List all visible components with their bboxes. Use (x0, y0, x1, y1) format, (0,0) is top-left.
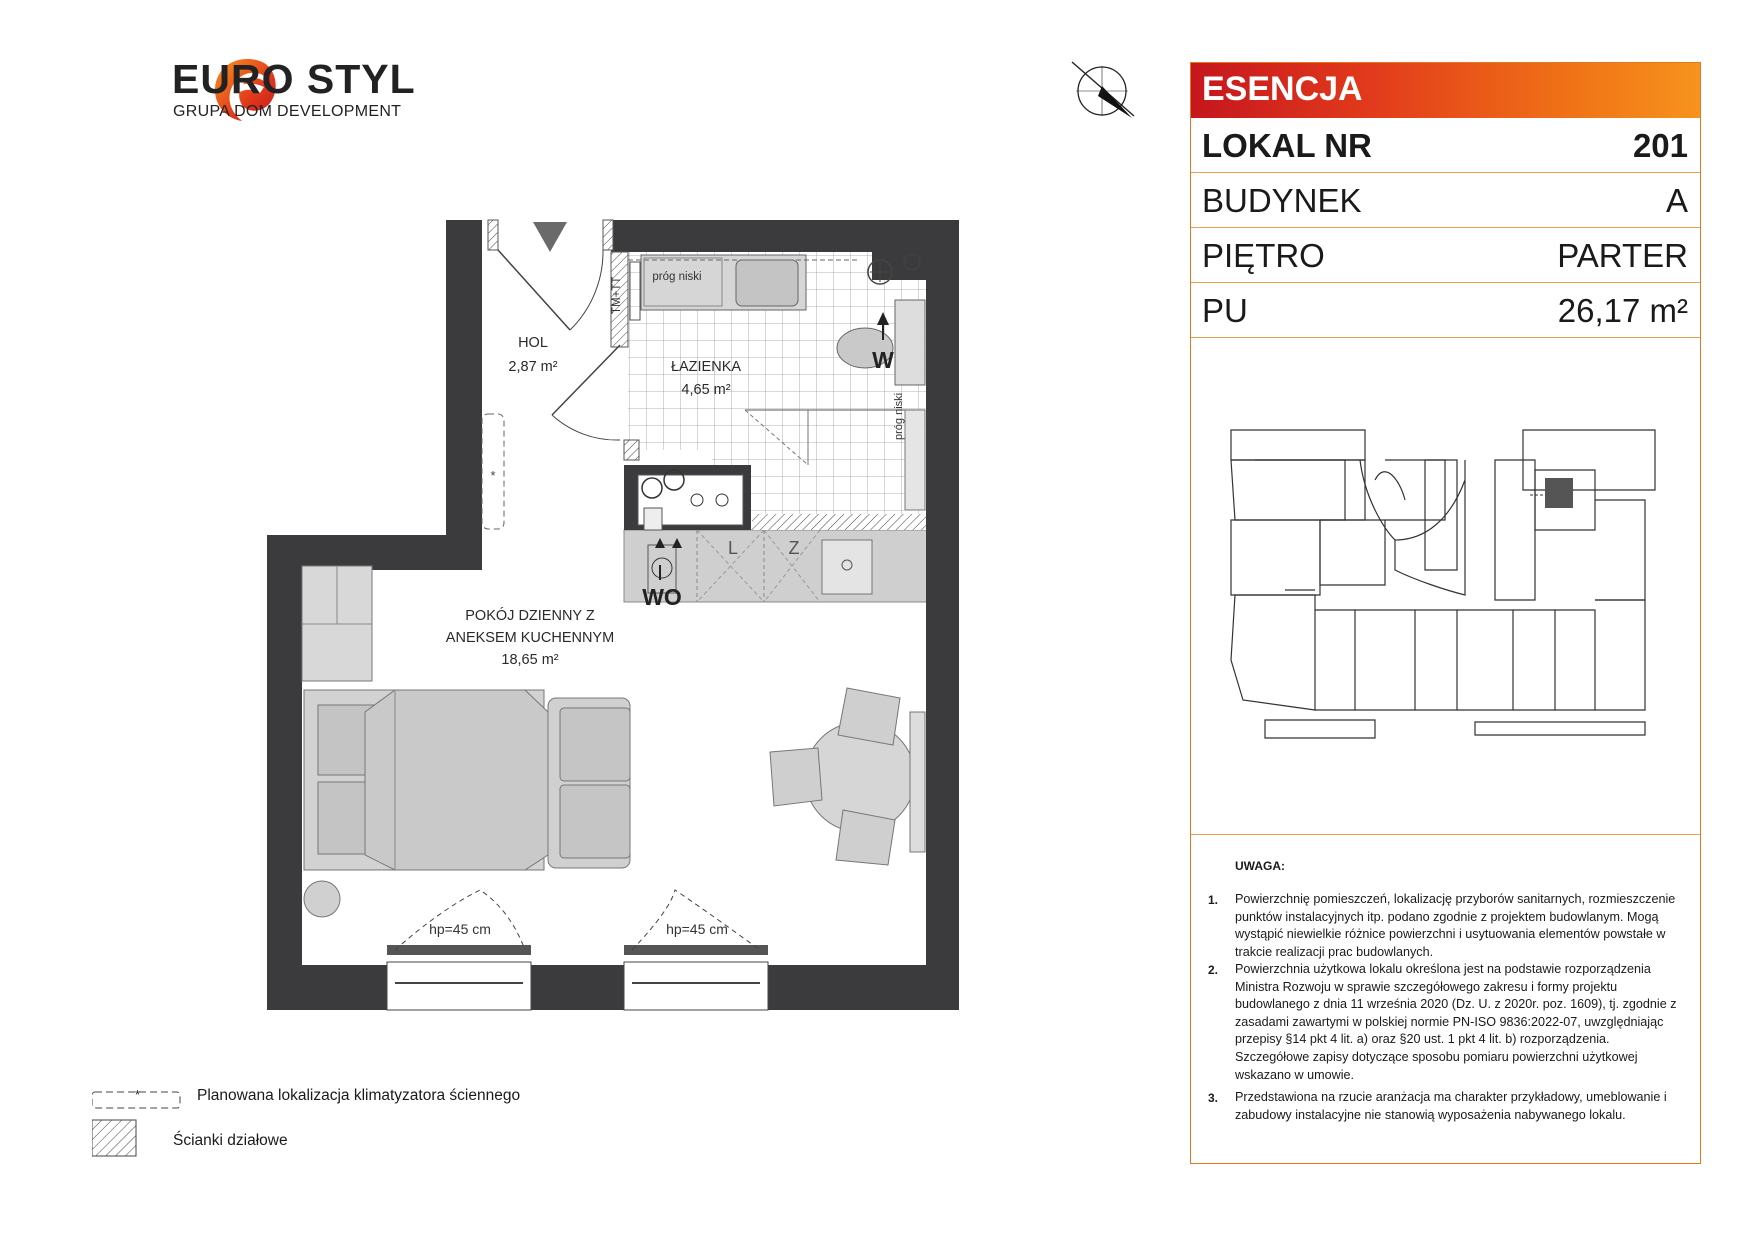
pokoj-area: 18,65 m² (501, 652, 559, 668)
l-label: L (727, 538, 739, 558)
lazienka-area: 4,65 m² (681, 382, 731, 398)
row-lokal-value: 201 (1632, 127, 1688, 164)
lazienka-name: ŁAZIENKA (670, 359, 742, 375)
brand-subtitle: GRUPA DOM DEVELOPMENT (173, 103, 402, 120)
note-3-text: Przedstawiona na rzucie aranżacja ma charakter przykładowy, umeblowanie i zabudowy instalacyjne nie stanowią wyposażenia nabywanego lokalu. (1235, 1090, 1667, 1122)
legend-partition-text: Ścianki działowe (173, 1132, 288, 1149)
row-budynek-value: A (1665, 182, 1688, 219)
legend-ac-mark: * (135, 1087, 141, 1102)
row-budynek-label: BUDYNEK (1202, 182, 1362, 219)
hol-name: HOL (518, 335, 548, 351)
pokoj-name-1: POKÓJ DZIENNY Z (465, 608, 595, 624)
note-1-number: 1. (1208, 893, 1219, 907)
prog-niski-label-2: próg niski (893, 392, 905, 440)
note-1-text: Powierzchnię pomieszczeń, lokalizację przyborów sanitarnych, rozmieszczenie punktów instalacyjnych itp. podano zgodnie z projektem budowlanym. Mogą wystąpić niewielkie różnice powierzchni i usytuowania elementów powstałe w trakcie realizacji prac budowlanych. (1235, 892, 1676, 959)
row-pietro (1191, 228, 1700, 283)
notes-title: UWAGA: (1235, 859, 1285, 873)
note-2-number: 2. (1208, 963, 1219, 977)
legend-ac-text: Planowana lokalizacja klimatyzatora ściennego (197, 1087, 521, 1104)
north-arrow-icon (1062, 56, 1142, 126)
floor-plan (0, 0, 1000, 1060)
z-label: Z (788, 538, 800, 558)
row-lokal-label: LOKAL NR (1202, 127, 1372, 164)
note-3-number: 3. (1208, 1091, 1219, 1105)
hp-right-label: hp=45 cm (666, 921, 728, 937)
brand-name: EURO STYL (172, 56, 416, 102)
row-lokal (1191, 118, 1700, 173)
note-2-text: Powierzchnia użytkowa lokalu określona jest na podstawie rozporządzenia Ministra Rozwoju w sprawie szczegółowego zakresu i formy projektu budowlanego z dnia 11 września 2020 (Dz. U. z 2020r. poz. 1609), tj. zgodnie z zasadami zawartymi w polskiej normie PN-ISO 9836:2022-07, uwzględniając przepisy §14 pkt 4 lit. a) oraz §20 ust. 1 pkt 4 lit. b) rozporządzenia. Szczegółowe zapisy dotyczące sposobu pomiaru powierzchni użytkowej wskazano w umowie. (1235, 962, 1677, 1082)
ac-mark: * (490, 468, 496, 483)
row-pietro-label: PIĘTRO (1202, 237, 1325, 274)
tm-tt-label: TM+TT (611, 276, 623, 314)
w-label: W (872, 347, 894, 373)
site-key-plan (1225, 420, 1660, 750)
wo-label: WO (642, 584, 682, 610)
row-pietro-value: PARTER (1557, 237, 1688, 274)
investment-name: ESENCJA (1202, 70, 1363, 108)
hol-area: 2,87 m² (508, 359, 558, 375)
pokoj-name-2: ANEKSEM KUCHENNYM (445, 630, 615, 646)
row-pu-label: PU (1202, 292, 1248, 329)
hp-left-label: hp=45 cm (429, 921, 491, 937)
panel-divider (1191, 834, 1700, 835)
row-budynek (1191, 173, 1700, 228)
row-pu (1191, 283, 1700, 338)
prog-niski-label: próg niski (652, 271, 702, 283)
entrance-marker (533, 222, 567, 252)
row-pu-value: 26,17 m² (1557, 292, 1688, 329)
